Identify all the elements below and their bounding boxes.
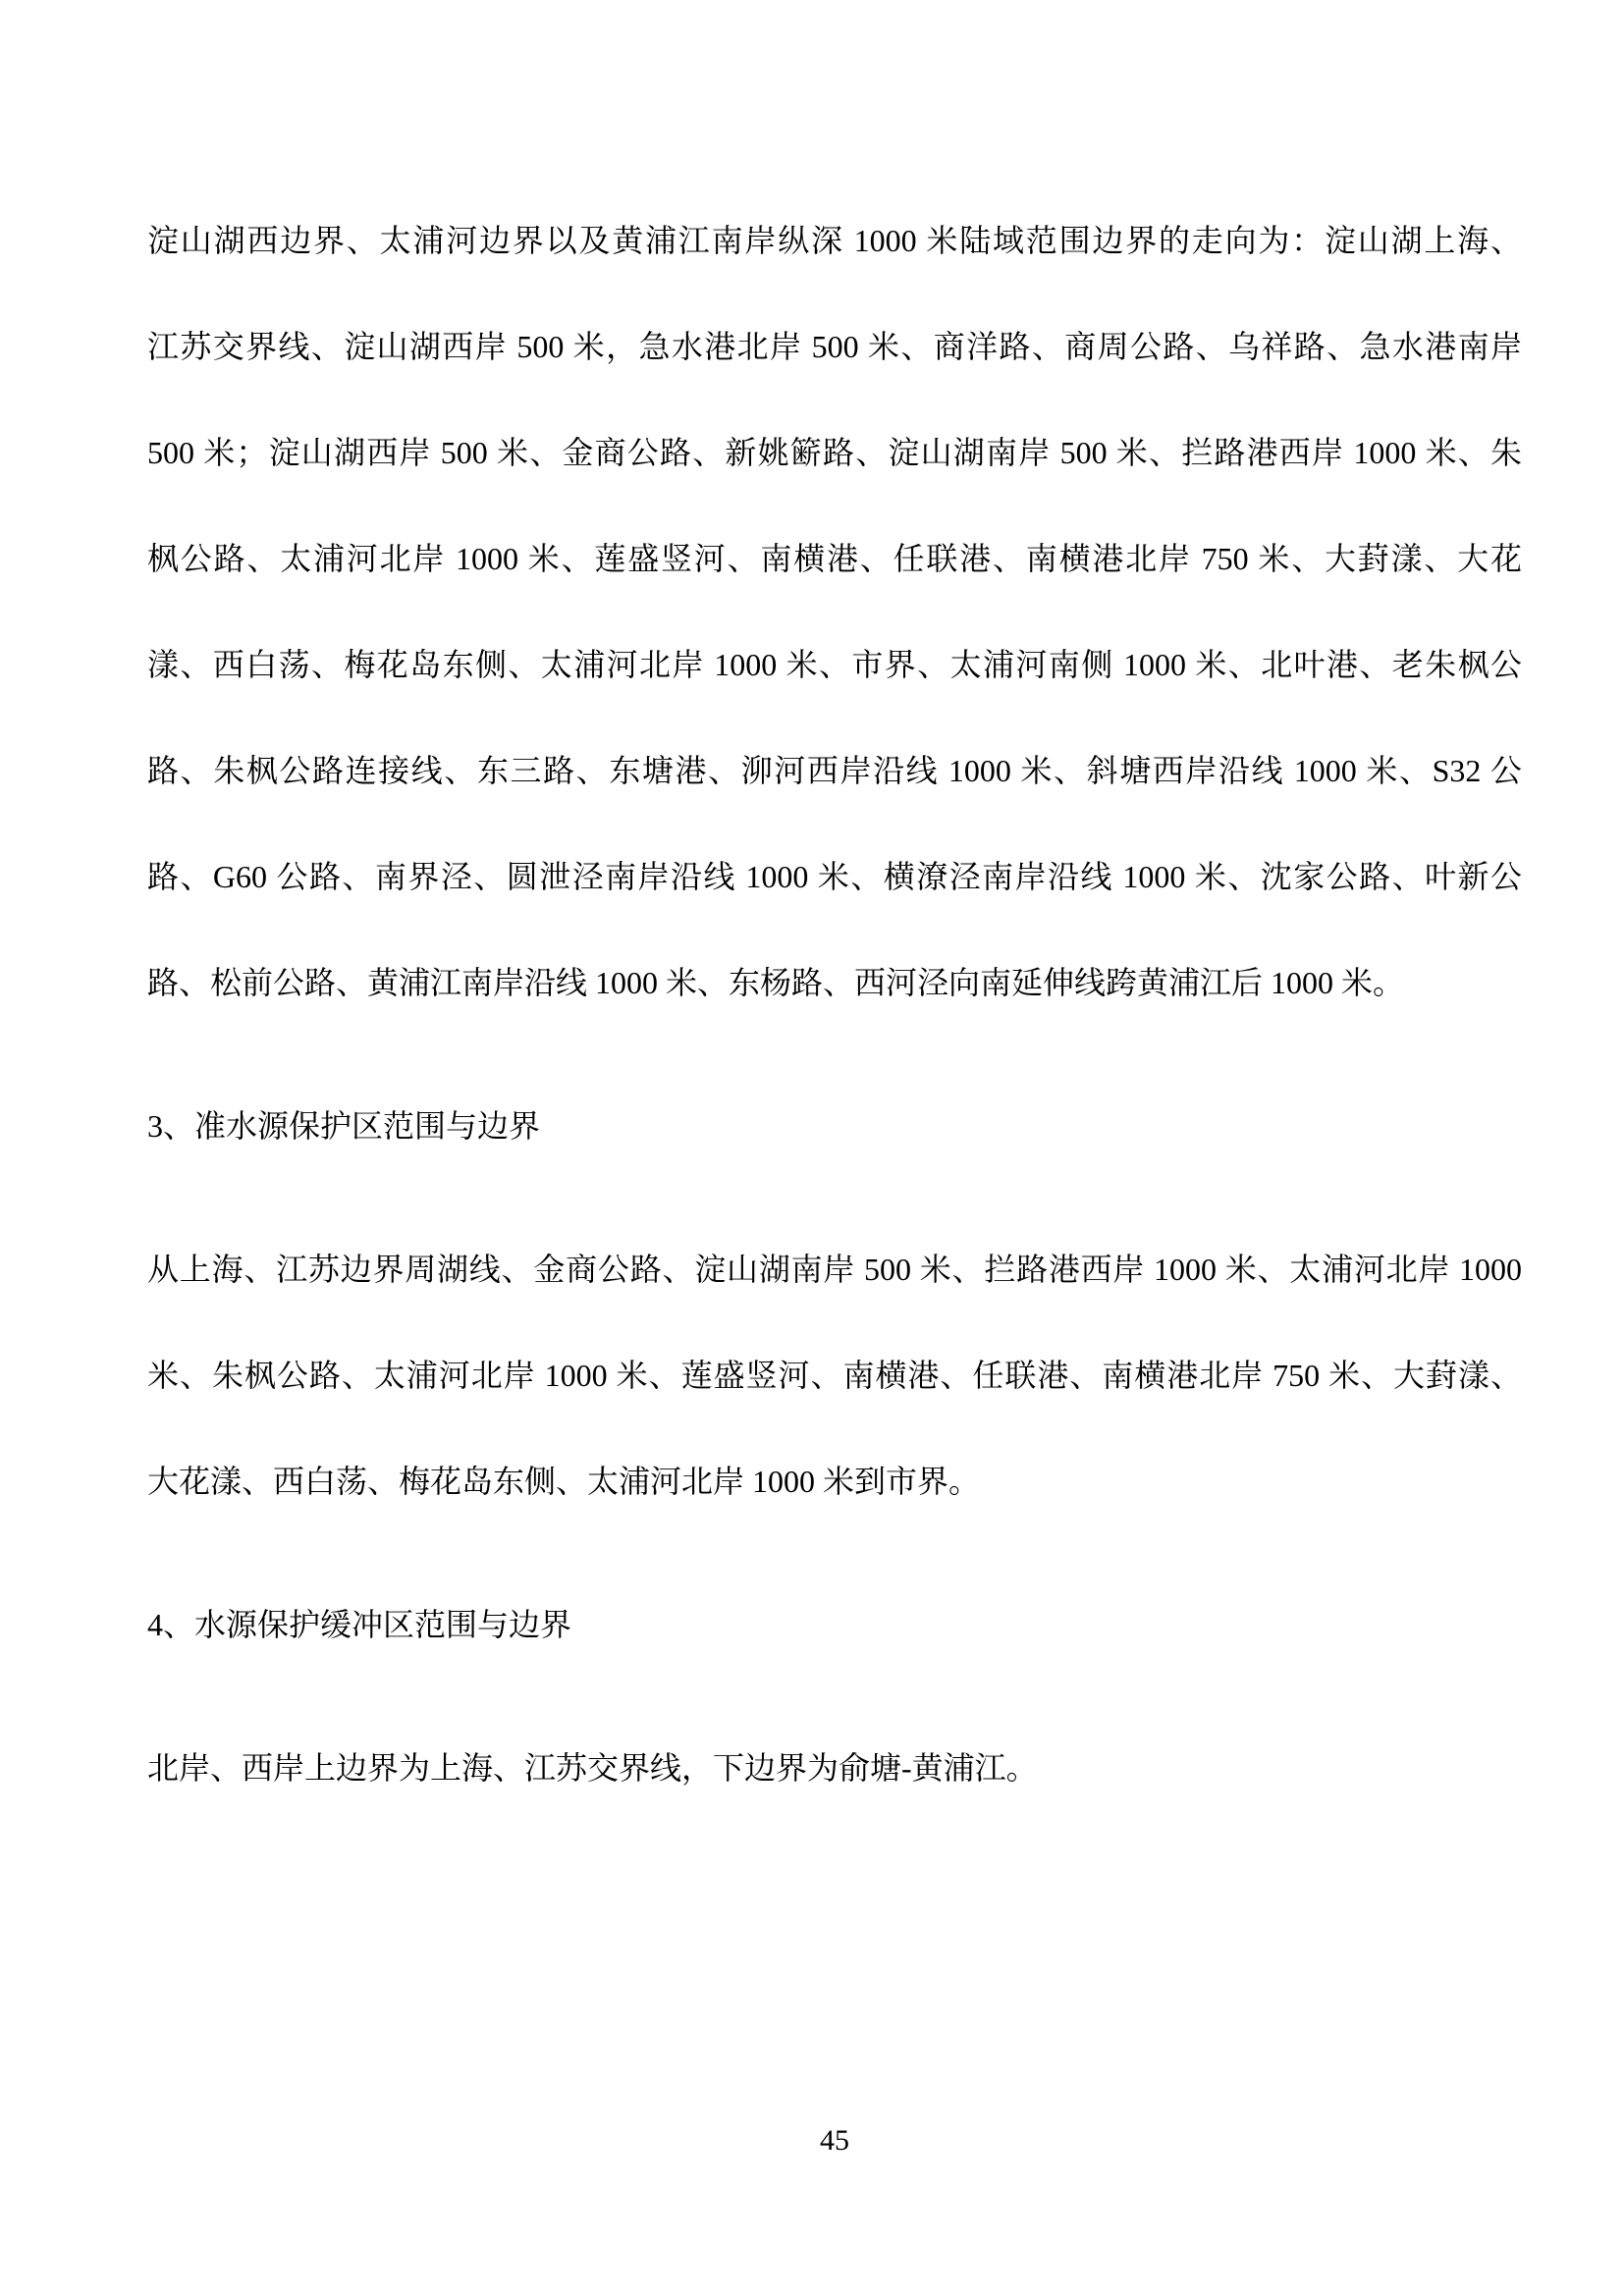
text-line: 大花漾、西白荡、梅花岛东侧、太浦河北岸 1000 米到市界。	[147, 1464, 981, 1499]
paragraph	[147, 187, 1522, 1036]
text-line: 路、松前公路、黄浦江南岸沿线 1000 米、东杨路、西河泾向南延伸线跨黄浦江后 1000 米。	[147, 965, 1405, 1000]
text-line: 枫公路、太浦河北岸 1000 米、莲盛竖河、南横港、任联港、南横港北岸 750 米、大葑漾、大花	[147, 541, 1522, 576]
text-line: 路、朱枫公路连接线、东三路、东塘港、泖河西岸沿线 1000 米、斜塘西岸沿线 1000 米、S32 公	[147, 753, 1522, 788]
section-heading: 4、水源保护缓冲区范围与边界	[147, 1607, 572, 1642]
text-line: 米、朱枫公路、太浦河北岸 1000 米、莲盛竖河、南横港、任联港、南横港北岸 750 米、大葑漾、	[147, 1358, 1522, 1393]
paragraph	[147, 1216, 1522, 1534]
document-body	[147, 187, 1522, 1821]
text-line: 500 米；淀山湖西岸 500 米、金商公路、新姚簖路、淀山湖南岸 500 米、拦路港西岸 1000 米、朱	[147, 435, 1522, 470]
page-number: 45	[820, 2124, 849, 2157]
paragraph	[147, 1715, 1522, 1821]
text-line: 从上海、江苏边界周湖线、金商公路、淀山湖南岸 500 米、拦路港西岸 1000 米、太浦河北岸 1000	[147, 1252, 1522, 1287]
text-line: 江苏交界线、淀山湖西岸 500 米，急水港北岸 500 米、商洋路、商周公路、乌祥路、急水港南岸	[147, 329, 1522, 364]
text-line: 淀山湖西边界、太浦河边界以及黄浦江南岸纵深 1000 米陆域范围边界的走向为：淀山湖上海、	[147, 223, 1522, 258]
text-line: 漾、西白荡、梅花岛东侧、太浦河北岸 1000 米、市界、太浦河南侧 1000 米、北叶港、老朱枫公	[147, 647, 1522, 682]
text-line: 路、G60 公路、南界泾、圆泄泾南岸沿线 1000 米、横潦泾南岸沿线 1000 米、沈家公路、叶新公	[147, 859, 1522, 894]
text-line: 北岸、西岸上边界为上海、江苏交界线，下边界为俞塘-黄浦江。	[147, 1750, 1038, 1786]
section-heading: 3、准水源保护区范围与边界	[147, 1108, 541, 1144]
